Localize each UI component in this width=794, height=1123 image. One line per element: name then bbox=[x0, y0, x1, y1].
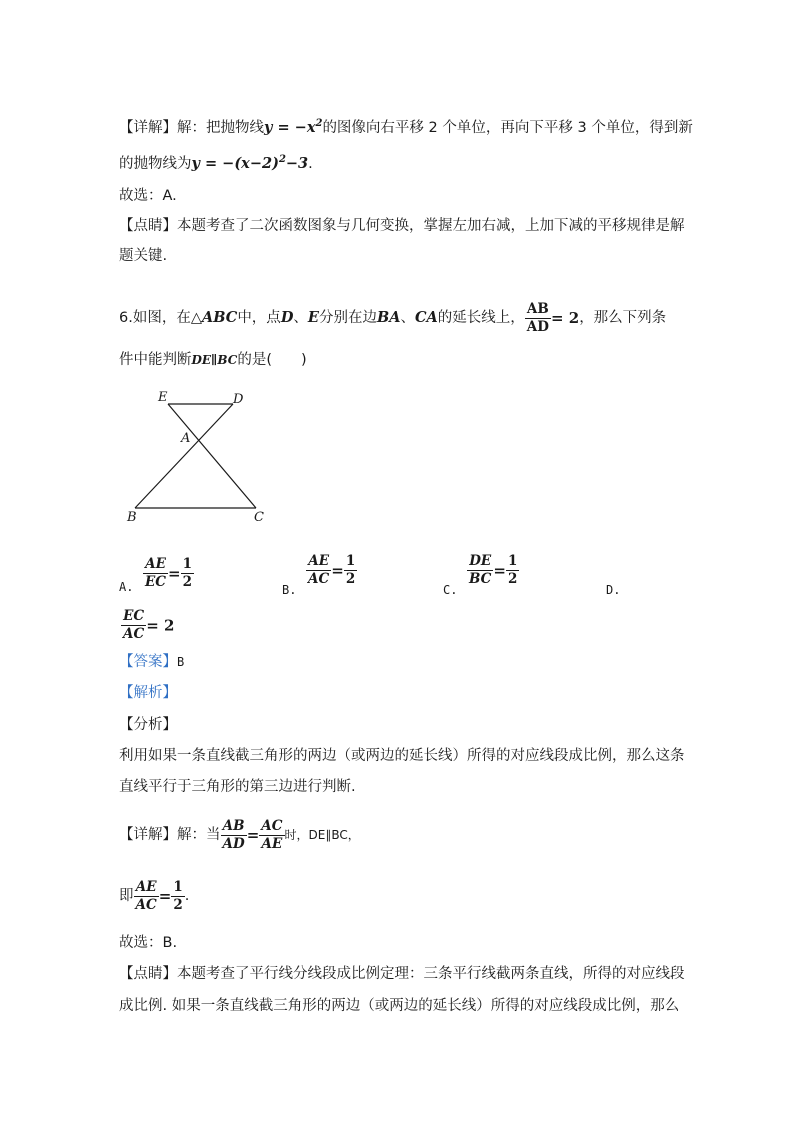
detail-eq: = bbox=[246, 826, 260, 844]
option-a-label: A. bbox=[119, 580, 134, 594]
ratio-fraction: $\frac{AB}{AD}$ bbox=[526, 300, 549, 335]
separator-2: 、 bbox=[400, 310, 415, 326]
option-a-eq: = bbox=[168, 564, 181, 583]
detail-fraction-1: $\frac{AB}{AD}$ bbox=[222, 817, 245, 852]
comment-line-1 bbox=[119, 216, 685, 236]
period-2: . bbox=[184, 888, 190, 904]
question-line-2 bbox=[119, 350, 307, 370]
detail-text-3: 的抛物线为 bbox=[119, 155, 192, 172]
point-text: 本题考查了平行线分线段成比例定理：三条平行线截两条直线，所得的对应线段 bbox=[177, 966, 685, 982]
segment-ec bbox=[168, 404, 256, 508]
label-b: B bbox=[127, 510, 137, 525]
option-b-fraction: $\frac{AE}{AC}$ bbox=[308, 553, 330, 587]
answer-line bbox=[119, 652, 184, 672]
segment-db bbox=[135, 404, 233, 508]
question-line-1 bbox=[119, 298, 666, 338]
question-text-4: 的延长线上， bbox=[437, 310, 525, 326]
parabola-expression: $y = -x^2$ bbox=[264, 118, 323, 136]
point-line-1 bbox=[119, 964, 685, 984]
option-c-fraction: $\frac{DE}{BC}$ bbox=[469, 553, 492, 587]
question-text-7: 的是( ) bbox=[237, 352, 307, 368]
question-text-2: 中，点 bbox=[237, 310, 281, 326]
question-text-5: ，那么下列条 bbox=[579, 310, 667, 326]
option-c-eq: = bbox=[493, 561, 506, 580]
option-c bbox=[467, 553, 519, 588]
answer-label: 【答案】 bbox=[119, 654, 177, 670]
comment-text: 本题考查了二次函数图象与几何变换，掌握左加右减，上加下减的平移规律是解 bbox=[177, 218, 685, 234]
comment-label: 【点睛】 bbox=[119, 218, 177, 234]
option-d-label: D. bbox=[606, 583, 621, 597]
detail-fraction-3: $\frac{AE}{AC}$ bbox=[135, 878, 157, 913]
detail2-text-3: 即 bbox=[119, 888, 134, 904]
label-c: C bbox=[254, 510, 264, 525]
question-text-6: 件中能判断 bbox=[119, 352, 192, 368]
option-d-eq: = 2 bbox=[146, 616, 175, 635]
label-e: E bbox=[158, 390, 168, 405]
option-c-value: $\frac{1}{2}$ bbox=[507, 553, 518, 587]
point-e: E bbox=[307, 309, 319, 326]
analysis-line-2: 直线平行于三角形的第三边进行判断. bbox=[119, 779, 356, 795]
detail2-text-2: 时，DE∥BC， bbox=[284, 828, 360, 842]
parallel-condition: DE∥BC bbox=[191, 353, 238, 367]
point-d: D bbox=[280, 309, 294, 326]
question-text-3: 分别在边 bbox=[318, 310, 377, 326]
detail2-text: 解：当 bbox=[177, 827, 221, 843]
choice-line-2: 故选：B. bbox=[119, 935, 178, 951]
point-label: 【点睛】 bbox=[119, 966, 177, 982]
label-a: A bbox=[181, 431, 191, 446]
side-ca: CA bbox=[414, 309, 438, 326]
detail2-line-2 bbox=[119, 876, 189, 916]
option-b-label: B. bbox=[282, 583, 297, 597]
option-b bbox=[306, 553, 357, 588]
option-d bbox=[121, 608, 174, 643]
detail-line-2 bbox=[119, 150, 313, 174]
analysis-line-1: 利用如果一条直线截三角形的两边（或两边的延长线）所得的对应线段成比例，那么这条 bbox=[119, 748, 685, 764]
label-d: D bbox=[233, 392, 244, 407]
triangle-symbol: △ABC bbox=[190, 309, 238, 326]
detail2-line-1 bbox=[119, 815, 360, 855]
new-parabola-expression: $y = -(x-2)^2-3$ bbox=[191, 154, 309, 172]
ratio-equals: = 2 bbox=[550, 309, 580, 327]
separator: 、 bbox=[293, 310, 308, 326]
detail-text: 解：把抛物线 bbox=[177, 119, 264, 136]
option-d-fraction: $\frac{EC}{AC}$ bbox=[123, 608, 145, 642]
option-a bbox=[143, 556, 194, 591]
option-a-value: $\frac{1}{2}$ bbox=[182, 556, 193, 590]
detail-fraction-4: $\frac{1}{2}$ bbox=[173, 878, 183, 913]
geometry-figure bbox=[119, 386, 279, 526]
period: . bbox=[308, 155, 313, 172]
analysis-sub-label: 【分析】 bbox=[119, 717, 177, 733]
option-a-fraction: $\frac{AE}{EC}$ bbox=[145, 556, 167, 590]
detail-label: 【详解】 bbox=[119, 119, 177, 136]
detail-eq-2: = bbox=[158, 887, 172, 905]
question-text: 6.如图，在 bbox=[119, 310, 191, 326]
point-line-2: 成比例. 如果一条直线截三角形的两边（或两边的延长线）所得的对应线段成比例，那么 bbox=[119, 998, 680, 1014]
option-c-label: C. bbox=[443, 583, 458, 597]
option-b-value: $\frac{1}{2}$ bbox=[345, 553, 356, 587]
answer-value: B bbox=[177, 655, 185, 669]
choice-line-1: 故选：A. bbox=[119, 188, 177, 204]
detail2-label: 【详解】 bbox=[119, 827, 177, 843]
option-b-eq: = bbox=[331, 561, 344, 580]
detail-text-2: 的图像向右平移 2 个单位，再向下平移 3 个单位，得到新 bbox=[322, 119, 693, 136]
side-ba: BA bbox=[376, 309, 401, 326]
detail-fraction-2: $\frac{AC}{AE}$ bbox=[261, 817, 283, 852]
comment-line-2: 题关键. bbox=[119, 248, 168, 264]
detail-line-1 bbox=[119, 114, 693, 138]
analysis-label: 【解析】 bbox=[119, 685, 177, 701]
